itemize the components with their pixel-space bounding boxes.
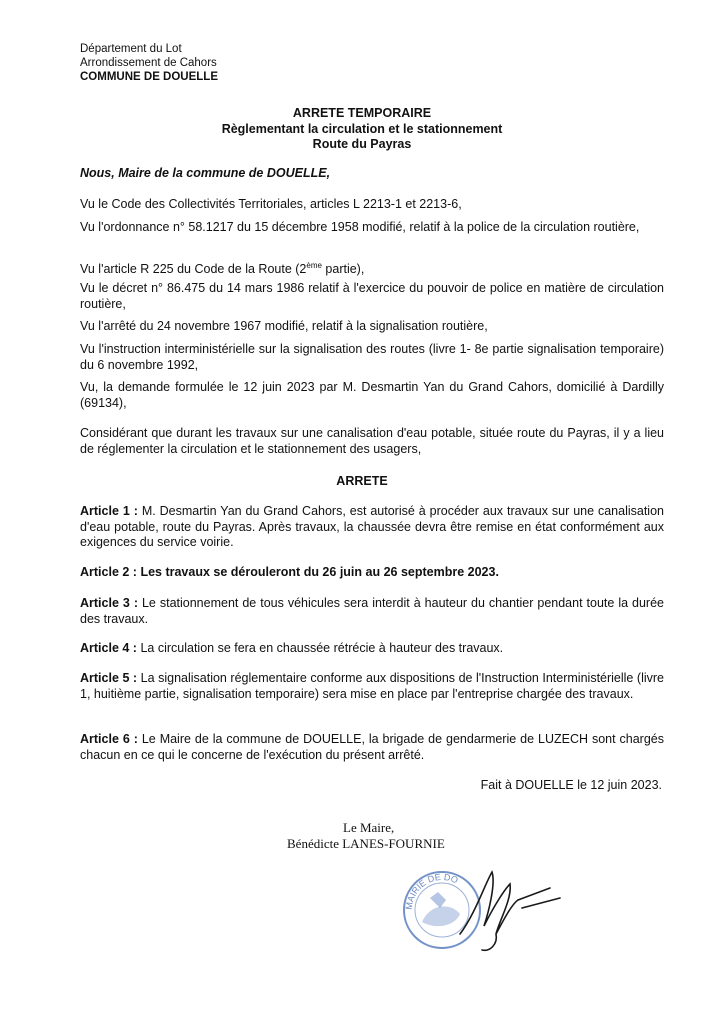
svg-text:MAIRIE DE DO xyxy=(404,872,460,910)
signatory-name: Bénédicte LANES-FOURNIE xyxy=(287,836,445,851)
article-5-label: Article 5 : xyxy=(80,671,138,685)
vu-3-text: Vu l'article R 225 du Code de la Route (2 xyxy=(80,262,307,277)
departement-line: Département du Lot xyxy=(80,43,182,55)
vu-3 xyxy=(80,258,664,278)
fait-a-line: Fait à DOUELLE le 12 juin 2023. xyxy=(480,778,662,792)
title-line-1: ARRETE TEMPORAIRE xyxy=(292,106,432,120)
arrondissement-line: Arrondissement de Cahors xyxy=(80,57,217,69)
vu-1: Vu le Code des Collectivités Territoriales, articles L 2213-1 et 2213-6, xyxy=(80,197,462,211)
article-4-text: La circulation se fera en chaussée rétrécie à hauteur des travaux. xyxy=(136,641,504,655)
article-2-label: Article 2 : xyxy=(80,565,137,579)
article-4 xyxy=(80,641,664,657)
article-4-label: Article 4 : xyxy=(80,641,137,655)
signatory-role: Le Maire, xyxy=(343,820,395,835)
article-2 xyxy=(80,565,664,581)
issuer-header xyxy=(80,42,218,84)
vu-4: Vu le décret n° 86.475 du 14 mars 1986 relatif à l'exercice du pouvoir de police en matière de circulation routière, xyxy=(80,281,664,311)
vu-7: Vu, la demande formulée le 12 juin 2023 par M. Desmartin Yan du Grand Cahors, domicilié à Dardilly (69134), xyxy=(80,380,664,410)
vu-5: Vu l'arrêté du 24 novembre 1967 modifié, relatif à la signalisation routière, xyxy=(80,319,488,333)
article-6 xyxy=(80,732,664,763)
article-6-label: Article 6 : xyxy=(80,732,138,746)
arrete-heading: ARRETE xyxy=(336,474,388,488)
article-3-label: Article 3 : xyxy=(80,596,138,610)
mairie-stamp xyxy=(404,872,480,948)
vu-3-sup: ème xyxy=(306,261,322,270)
handwritten-signature xyxy=(460,872,560,950)
article-1 xyxy=(80,504,664,551)
commune-line: COMMUNE DE DOUELLE xyxy=(80,71,218,83)
article-1-label: Article 1 : xyxy=(80,504,138,518)
considerant-paragraph: Considérant que durant les travaux sur une canalisation d'eau potable, située route du Payras, il y a lieu de réglementer la circulation et le stationnement des usagers, xyxy=(80,426,664,456)
article-3 xyxy=(80,596,664,627)
stamp-text: MAIRIE DE DO xyxy=(403,871,460,911)
vu-3-tail: partie), xyxy=(321,262,365,277)
article-1-text: M. Desmartin Yan du Grand Cahors, est autorisé à procéder aux travaux sur une canalisation d'eau potable, route du Payras. Après travaux, la chaussée devra être remise en état conformément aux exigences du service voirie. xyxy=(80,504,664,549)
article-2-text: Les travaux se dérouleront du 26 juin au 26 septembre 2023. xyxy=(136,565,499,579)
mairie-stamp-and-signature xyxy=(400,864,570,954)
signature-block xyxy=(287,820,445,852)
vu-6: Vu l'instruction interministérielle sur la signalisation des routes (livre 1- 8e partie signalisation temporaire) du 6 novembre 1992, xyxy=(80,342,664,372)
document-title xyxy=(0,106,724,153)
article-5-text: La signalisation réglementaire conforme aux dispositions de l'Instruction Interministérielle (livre 1, huitième partie, signalisation temporaire) sera mise en place par l'entreprise chargée des travaux. xyxy=(80,671,665,701)
title-line-2: Règlementant la circulation et le stationnement xyxy=(221,121,503,136)
vu-2: Vu l'ordonnance n° 58.1217 du 15 décembre 1958 modifié, relatif à la police de la circulation routière, xyxy=(80,220,640,234)
article-5 xyxy=(80,671,664,702)
article-6-text: Le Maire de la commune de DOUELLE, la brigade de gendarmerie de LUZECH sont chargés chacun en ce qui le concerne de l'exécution du présent arrêté. xyxy=(80,732,664,762)
intro-line: Nous, Maire de la commune de DOUELLE, xyxy=(80,166,331,180)
title-line-3: Route du Payras xyxy=(312,137,412,151)
article-3-text: Le stationnement de tous véhicules sera interdit à hauteur du chantier pendant toute la durée des travaux. xyxy=(80,596,664,626)
